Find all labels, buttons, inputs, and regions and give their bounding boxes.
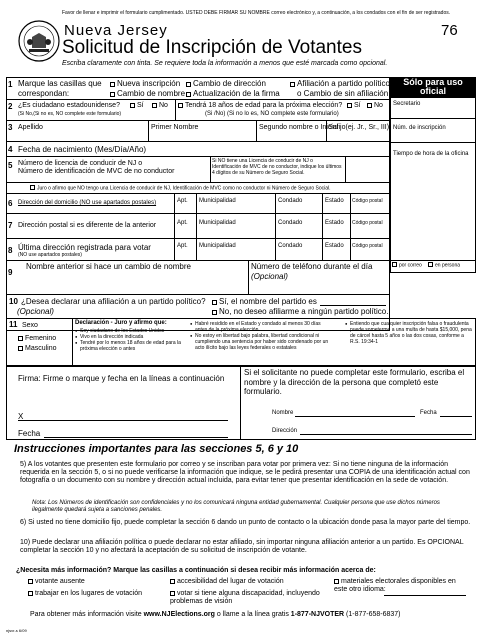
age-note: (Si /No) (Si no lo es, NO complete este formulario) (205, 111, 339, 117)
county-label: Condado (278, 198, 303, 204)
helper-name-line[interactable] (295, 416, 415, 417)
apt-label: Apt. (177, 198, 188, 204)
section-11-number: 11 (9, 320, 18, 329)
helper-address-label: Dirección (272, 428, 298, 434)
previous-name-label: Nombre anterior si hace un cambio de nombre (26, 262, 191, 271)
declaration-item: ● Soy ciudadano de los Estados Unidos (75, 328, 185, 334)
new-registration-checkbox[interactable]: Nueva inscripción (110, 79, 180, 89)
citizen-note: (Si No,(Si no es, NO complete este formulario) (18, 111, 122, 117)
section-1-label: Marque las casillas que correspondan: (18, 79, 102, 98)
section-4-number: 4 (8, 145, 13, 154)
page-title: Solicitud de Inscripción de Votantes (62, 37, 362, 58)
city-label: Municipalidad (199, 198, 236, 204)
mailing-address-label: Dirección postal si es diferente de la anterior (18, 222, 157, 229)
section-10-number: 10 (9, 297, 18, 306)
zip-label: Código postal (352, 243, 383, 249)
party-optional: (Opcional) (17, 307, 54, 316)
apt-label: Apt. (177, 243, 188, 249)
phone-label: Número de teléfono durante el día (251, 262, 373, 271)
state-label: Estado (325, 220, 344, 226)
unaffiliated-label: o Cambio de sin afiliación (297, 89, 389, 98)
signature-label: Firma: Firme o marque y fecha en la líneas a continuación (18, 374, 225, 383)
declaration-col-2 (190, 321, 330, 351)
first-name-label: Primer Nombre (151, 124, 199, 131)
instruction-note: Nota: Los Números de identificación son confidenciales y no los comunicará ninguna entidad gubernamental. Cualquier persona que use dichos números ilegalmente quedará sujeta a sanciones penales. (32, 500, 440, 513)
office-use-box (390, 97, 476, 273)
helper-address-line[interactable] (300, 434, 472, 435)
declaration-item: ● No estoy en libertad bajo palabra, libertad condicional ni cumpliendo una sentencia por haber sido condenado por un acto ilícito bajo las leyes federales o estatales (190, 333, 330, 351)
city-label: Municipalidad (199, 243, 236, 249)
section-1-number: 1 (8, 80, 13, 89)
signature-line[interactable] (18, 420, 228, 421)
website-link[interactable]: www.NJElections.org (143, 611, 215, 618)
state-label: Estado (325, 243, 344, 249)
language-line[interactable] (384, 595, 466, 596)
signature-date-label: Fecha (18, 429, 41, 438)
disability-checkbox[interactable]: votar si tiene alguna discapacidad, incluyendo problemas de visión (170, 590, 320, 605)
female-checkbox[interactable]: Femenino (18, 335, 56, 343)
middle-name-label: Segundo nombre o Inicial (259, 124, 339, 131)
license-line-2: Número de identificación de MVC de no conductor (18, 168, 175, 175)
section-9-number: 9 (8, 268, 13, 277)
city-label: Municipalidad (199, 220, 236, 226)
party-no-checkbox[interactable]: No, no deseo afiliarme a ningún partido político. (212, 307, 388, 317)
no-id-affirm[interactable]: Juro o afirmo que NO tengo una Licencia de conducir de NJ, Identificación de MVC como no conductor ni Número de Seguro Social. (30, 185, 385, 192)
footer-line: Para obtener más información visite www.NJElections.org o llame a la línea gratis 1-877-NJVOTER (1-877-658-6837) (30, 611, 401, 618)
poll-worker-checkbox[interactable]: trabajar en los lugares de votación (28, 590, 142, 598)
form-number: 76 (441, 22, 458, 39)
sex-label: Sexo (22, 322, 38, 329)
declaration-item: ● Tendré por lo menos 18 años de edad para la próxima elección o antes (75, 340, 185, 352)
signature-x: X (18, 412, 24, 421)
zip-label: Código postal (352, 220, 383, 226)
zip-label: Código postal (352, 198, 383, 204)
form-code: njsvr-s 6/09 (6, 628, 27, 633)
party-yes-checkbox[interactable]: Sí, el nombre del partido es (212, 297, 317, 307)
section-8-number: 8 (8, 246, 13, 255)
party-question: ¿Desea declarar una afiliación a un partido político? (21, 297, 206, 306)
section-3-number: 3 (8, 123, 13, 132)
suffix-label: Sufijo(ej. Jr., Sr., III) (328, 124, 390, 131)
birthdate-label: Fecha de nacimiento (Mes/Día/Año) (18, 145, 147, 154)
age-question: Tendrá 18 años de edad para la próxima elección? (178, 102, 342, 110)
more-info-heading: ¿Necesita más información? Marque las casillas a continuación si desea recibir más información acerca de: (16, 567, 376, 574)
county-label: Condado (278, 220, 303, 226)
instruction-5: 5) A los votantes que presenten este formulario por correo y se inscriban para votar por primera vez: Si no tiene ninguna de la información requerida en la sección 5, o si no puede verificarse la información que indique, se le pedirá presentar una COPIA de una identificación actual con fotografía o un documento con su nombre y dirección actual incluida, para evitar tener que presentar identificación en la sede de votación. (20, 461, 470, 484)
instruction-10: 10) Puede declarar una afiliación política o puede declarar no estar afiliado, sin importar ninguna afiliación anterior a un partido. Es OPCIONAL completar la sección 10 y no afectará la aceptación de su solicitud de inscripción de votante. (20, 539, 464, 554)
age-no-checkbox[interactable]: No (367, 102, 383, 110)
mail-option[interactable]: por correo (392, 262, 422, 269)
citizen-no-checkbox[interactable]: No (152, 102, 168, 110)
signature-update-checkbox[interactable]: Actualización de la firma (186, 89, 280, 99)
secretary-label: Secretario (393, 101, 421, 107)
phone-optional: (Opcional) (251, 272, 288, 281)
ssn-instruction: Si NO tiene una Licencia de conducir de NJ o Identificación de MVC de no conductor, indique los últimos 4 dígitos de su Número de Seguro Social. (212, 158, 342, 176)
office-time-label: Tiempo de hora de la oficina (393, 151, 469, 157)
helper-date-line[interactable] (440, 416, 472, 417)
helper-name-label: Nombre (272, 410, 294, 416)
instruction-6: 6) Si usted no tiene domicilio fijo, puede completar la sección 6 dando un punto de contacto o la ubicación donde pasa la mayor parte del tiempo. (20, 519, 471, 526)
name-change-checkbox[interactable]: Cambio de nombre (110, 89, 185, 99)
helper-note: Si el solicitante no puede completar este formulario, escriba el nombre y la dirección de la persona que completó este formulario. (244, 368, 465, 396)
section-5-number: 5 (8, 161, 13, 170)
declaration-heading: Declaración - Juro y afirmo que: (75, 320, 167, 326)
citizen-yes-checkbox[interactable]: Sí (130, 102, 144, 110)
license-line-1: Número de licencia de conducir de NJ o (18, 160, 143, 167)
instructions-heading: Instrucciones importantes para las secciones 5, 6 y 10 (14, 443, 299, 455)
in-person-option[interactable]: en persona (428, 262, 460, 269)
home-address-label: Dirección del domicilio (NO use apartados postales) (18, 200, 157, 206)
last-address-note: (NO use apartados postales) (18, 252, 82, 258)
declaration-item: ● Entiendo que cualquier inscripción falsa o fraudulenta puede someterme a una multa de hasta $15,000, pena de cárcel hasta 5 años o las dos cosas, conforme a R.S. 19:34-1 (345, 321, 473, 345)
section-6-number: 6 (8, 199, 13, 208)
declaration-col-1 (75, 328, 185, 352)
age-yes-checkbox[interactable]: Sí (347, 102, 361, 110)
citizen-question: ¿Es ciudadano estadounidense? (18, 102, 120, 109)
state-seal-icon (18, 20, 60, 62)
male-checkbox[interactable]: Masculino (18, 345, 57, 353)
reg-num-label: Núm. de inscripción (393, 125, 446, 131)
declaration-col-3 (345, 321, 473, 345)
apt-label: Apt. (177, 220, 188, 226)
declaration-item: ● Habré residido en el Estado y condado al menos 30 días antes de la próxima elección (190, 321, 330, 333)
declaration-item: ● Vivo en la dirección indicada (75, 334, 185, 340)
language-materials-checkbox[interactable]: materiales electorales disponibles en este otro idioma: (334, 578, 456, 593)
county-label: Condado (278, 243, 303, 249)
signature-date-line[interactable] (44, 437, 228, 438)
absentee-checkbox[interactable]: votante ausente (28, 578, 85, 586)
address-change-checkbox[interactable]: Cambio de dirección (186, 79, 266, 89)
office-use-header: Sólo para uso oficial (390, 77, 476, 97)
last-address-label: Última dirección registrada para votar (18, 243, 151, 252)
last-name-label: Apellido (18, 124, 43, 131)
state-label: Estado (325, 198, 344, 204)
section-7-number: 7 (8, 221, 13, 230)
accessibility-checkbox[interactable]: accesibilidad del lugar de votación (170, 578, 284, 586)
helper-date-label: Fecha (420, 410, 437, 416)
top-note: Favor de llenar e imprimir el formulario cumplimentado. USTED DEBE FIRMAR SU NOMBRE correo electrónico y, a continuación, a los condados con el fin de ser registrados. (62, 10, 451, 16)
hotline-number: 1-877-NJVOTER (290, 611, 345, 618)
section-2-number: 2 (8, 102, 13, 111)
party-affiliation-checkbox[interactable]: Afiliación a partido político (290, 79, 390, 89)
page-subtitle: Escriba claramente con tinta. Se requiere toda la información a menos que esté marcada como opcional. (62, 60, 388, 67)
state-name: Nueva Jersey (64, 22, 168, 39)
